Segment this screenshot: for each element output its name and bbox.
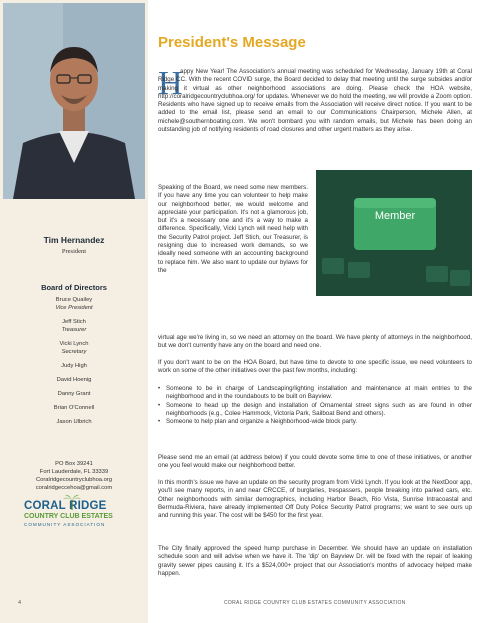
board-member [0, 362, 148, 370]
portrait-illustration [3, 3, 145, 199]
board-member [0, 296, 148, 312]
email-link[interactable]: coralridgeccehoa@gmail.com [35, 485, 113, 491]
address-city: Fort Lauderdale, FL 33339 [39, 469, 109, 475]
page-number: 4 [18, 600, 22, 606]
member-name: Brian O'Connell [53, 405, 95, 411]
article [158, 0, 472, 623]
address-po-box: PO Box 39241 [55, 461, 93, 467]
board-member [0, 418, 148, 426]
article-headline: President's Message [158, 34, 306, 51]
president-role: President [61, 248, 87, 255]
president-name: Tim Hernandez [43, 235, 105, 245]
keyboard-illustration [316, 170, 472, 296]
list-item: • Someone to head up the design and installation of Ornamental street signs such as are found in other neighborhoods (e.g., Colee Hammock, Victoria Park, Sailboat Bend and others). [158, 402, 472, 419]
member-name: David Hoenig [56, 377, 92, 383]
board-heading: Board of Directors [41, 283, 107, 292]
drop-cap: H [158, 65, 183, 102]
member-name: Danny Grant [57, 391, 91, 397]
member-name: Jason Ulbrich [56, 419, 92, 425]
board-member [0, 318, 148, 334]
paragraph-board-continued: virtual age we're living in, so we need an attorney on the board. We have plenty of attorneys in the neighborhood, but we don't currently have any on the board and need one. [158, 334, 472, 350]
footer-text: CORAL RIDGE COUNTRY CLUB ESTATES COMMUNITY ASSOCIATION [224, 600, 406, 606]
member-name: Judy High [61, 363, 87, 369]
volunteer-list [158, 385, 472, 426]
member-name: Bruce Quailey [55, 297, 93, 303]
contact-address [0, 460, 148, 492]
website-link[interactable]: Coralridgecountryclubhoa.org [35, 477, 113, 483]
member-title: Secretary [61, 349, 87, 355]
member-title: Treasurer [61, 327, 87, 333]
paragraph-security: In this month's issue we have an update on the security program from Vicki Lynch. If you look at the NextDoor app, you'll see many reports, in and near CRCCE, of burglaries, trespassers, people breaking into parked cars, etc. Other neighborhoods with similar demographics, including Harbor Beach, Rio Vista, Sunrise Intracoastal and Bermuda-Riviera, have already implemented Off Duty Police Security Patrol programs; we want to see ours up and running this year. The cost will be $450 for the first year. [158, 479, 472, 520]
list-item: • Someone to help plan and organize a Neighborhood-wide block party. [158, 418, 472, 426]
board-member [0, 340, 148, 356]
paragraph-board-wrap: Speaking of the Board, we need some new members. If you have any time you can volunteer to help make our neighborhood better, we would welcome and appreciate your participation. It's not a glamorous job, but it's a necessary one and it's a way to make a difference. Specifically, Vicki Lynch will need help with the Security Patrol project. Jeff Stich, our Treasurer, is resigning due to increased work demands, so we ideally need someone with an accounting background to replace him. We also want to update our bylaws for the [158, 184, 308, 274]
board-member [0, 404, 148, 412]
paragraph-intro-text: appy New Year! The Association's annual meeting was scheduled for Wednesday, January 19th at Coral Ridge CC. With the recent COVID surge, the Board decided to delay that meeting until the surge subsides and/or making it virtual as other neighborhood associations are doing. Please check the HOA website, http://coralridgecountryclubhoa.org/ for updates. Whenever we do hold the meeting, we will provide a Zoom option. Residents who have signed up to receive emails from the Association will receive direct notice. If you want to be added to the email list, please send an email to our Communications Chairperson, Michele Allen, at michele@southernboating.com. We won't bombard you with random emails, but Michele has been doing an outstanding job of notifying residents of road closures and other urgent matters as they arise. [158, 68, 472, 134]
sidebar [0, 0, 148, 623]
member-key-label: Member [374, 210, 416, 222]
president-photo [3, 3, 145, 199]
logo-line3: COMMUNITY ASSOCIATION [24, 522, 106, 527]
board-list [0, 296, 148, 432]
palm-tree-icon [63, 494, 81, 510]
board-member [0, 390, 148, 398]
member-title: Vice President [55, 305, 93, 311]
paragraph-email: Please send me an email (at address below) if you could devote some time to one of these initiatives, or another one you feel would make our neighborhood better. [158, 454, 472, 470]
member-key-image [316, 170, 472, 296]
paragraph-intro [158, 65, 472, 134]
logo-line1: CORAL RIDGE [24, 500, 107, 512]
paragraph-board [158, 184, 308, 275]
member-name: Jeff Stich [62, 319, 86, 325]
list-item: • Someone to be in charge of Landscaping/lighting installation and maintenance at main entries to the neighborhood and in the roundabouts to be built on Bayview. [158, 385, 472, 402]
logo-line2: COUNTRY CLUB ESTATES [24, 513, 113, 520]
member-name: Vicki Lynch [59, 341, 89, 347]
paragraph-speed-hump: The City finally approved the speed hump purchase in December. We should have an update on installation schedule soon and will advise when we have it. The 'dip' on Bayview Dr. will be fixed with the repair of leaking gravity sewer pipes causing it. It's a $524,000+ project that our Association's months of advocacy helped make happen. [158, 545, 472, 577]
board-member [0, 376, 148, 384]
paragraph-volunteers: If you don't want to be on the HOA Board, but have time to devote to one specific issue, we need volunteers to work on some of the other initiatives over the past few months, including: [158, 359, 472, 375]
